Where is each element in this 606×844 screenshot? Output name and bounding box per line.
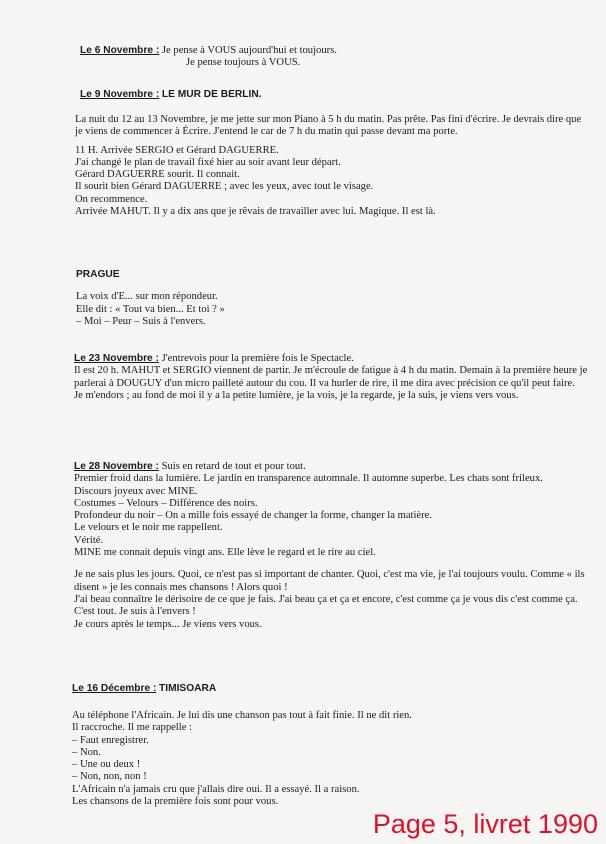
text-line: Profondeur du noir – On a mille fois essayé de changer la forme, changer la matière. (74, 510, 432, 522)
paragraph: J'ai beau connaître le dérisoire de ce que je fais. J'ai beau ça et ça et encore, c'est comme ça je vous dis c'est comme ça. (74, 593, 578, 605)
text-line: Elle dit : « Tout va bien... Et toi ? » (76, 303, 225, 315)
entry-date: Le 23 Novembre : (74, 353, 159, 364)
paragraph: Il est 20 h. MAHUT et SERGIO viennent de partir. Je m'écroule de fatigue à 4 h du matin. Demain à la première heure je parlerai à DOUGUY d'un micro pailleté autour du cou. Il va hurler de rire, il me dira avec précision ce qu'il peut faire. (74, 365, 588, 389)
page-footer-caption: Page 5, livret 1990 (372, 809, 598, 839)
entry-text: Je pense à VOUS aujourd'hui et toujours. (161, 45, 337, 56)
text-line: – Non. (72, 746, 101, 758)
text-line: La voix d'E... sur mon répondeur. (76, 291, 218, 303)
entry-9-novembre-body (75, 114, 589, 218)
entry-prague (76, 269, 588, 328)
text-line: Je cours après le temps... Je viens vers vous. (74, 618, 262, 630)
entry-9-novembre (80, 89, 592, 101)
entry-date: Le 6 Novembre : (80, 45, 160, 56)
text-line: Au téléphone l'Africain. Je lui dis une chanson pas tout à fait finie. Il ne dit rien. (72, 710, 412, 721)
text-line: – Une ou deux ! (72, 759, 141, 771)
entry-28-novembre (74, 461, 590, 631)
entry-title: LE MUR DE BERLIN. (161, 89, 262, 100)
text-line: – Moi – Peur – Suis à l'envers. (76, 315, 206, 327)
text-line: 11 H. Arrivée SERGIO et Gérard DAGUERRE. (75, 144, 279, 156)
text-line: On recommence. (75, 193, 148, 205)
text-line: C'est tout. Je suis à l'envers ! (74, 606, 196, 618)
paragraph: Je m'endors ; au fond de moi il y a la petite lumière, je la vois, je la regarde, je la suis, je viens vers vous. (74, 389, 519, 401)
entry-date: Le 28 Novembre : (74, 461, 159, 472)
text-line: Gérard DAGUERRE sourit. Il connait. (75, 169, 240, 181)
paragraph: La nuit du 12 au 13 Novembre, je me jette sur mon Piano à 5 h du matin. Pas prête. Pas fini d'écrire. Je devrais dire que je viens de commencer à Écrire. J'entend le car de 7 h du matin qui passe devant ma porte. (75, 114, 582, 138)
text-line: MINE me connait depuis vingt ans. Elle lève le regard et le rire au ciel. (74, 547, 376, 559)
entry-6-novembre (80, 45, 592, 70)
paragraph: Premier froid dans la lumière. Le jardin en transparence automnale. Il automne superbe. Les chats sont frileux. (74, 473, 543, 485)
text-line: L'Africain n'a jamais cru que j'allais dire oui. Il a essayé. Il a raison. (72, 783, 360, 795)
text-line: Le velours et le noir me rappellent. (74, 522, 223, 534)
text-line: Vérité. (74, 534, 104, 546)
paragraph: Je ne sais plus les jours. Quoi, ce n'est pas si important de chanter. Quoi, c'est ma vie, je l'ai toujours voulu. Comme « ils disent » je les connais mes chansons ! Alors quoi ! (74, 569, 585, 593)
entry-title: PRAGUE (76, 269, 120, 280)
entry-date: Le 9 Novembre : (80, 89, 160, 100)
entry-text: Je pense toujours à VOUS. (186, 57, 301, 69)
text-line: Arrivée MAHUT. Il y a dix ans que je rêvais de travailler avec lui. Magique. Il est là. (75, 206, 436, 218)
text-line: Les chansons de la première fois sont pour vous. (72, 796, 279, 808)
text-line: – Faut enregistrer. (72, 734, 149, 746)
text-line: Costumes – Velours – Différence des noirs. (74, 497, 258, 509)
text-line: Il sourit bien Gérard DAGUERRE ; avec les yeux, avec tout le visage. (75, 181, 374, 193)
entry-text: J'entrevois pour la première fois le Spectacle. (161, 353, 354, 364)
entry-16-decembre (72, 683, 584, 695)
text-line: Discours joyeux avec MINE. (74, 485, 198, 497)
entry-16-decembre-body (72, 710, 584, 808)
text-line: J'ai changé le plan de travail fixé hier au soir avant leur départ. (75, 156, 341, 168)
text-line: – Non, non, non ! (72, 771, 147, 783)
entry-23-novembre (74, 353, 590, 402)
entry-date: Le 16 Décembre : (72, 683, 157, 694)
text-line: Il raccroche. Il me rappelle : (72, 722, 192, 734)
entry-text: Suis en retard de tout et pour tout. (161, 461, 306, 472)
entry-title: TIMISOARA (159, 683, 217, 694)
